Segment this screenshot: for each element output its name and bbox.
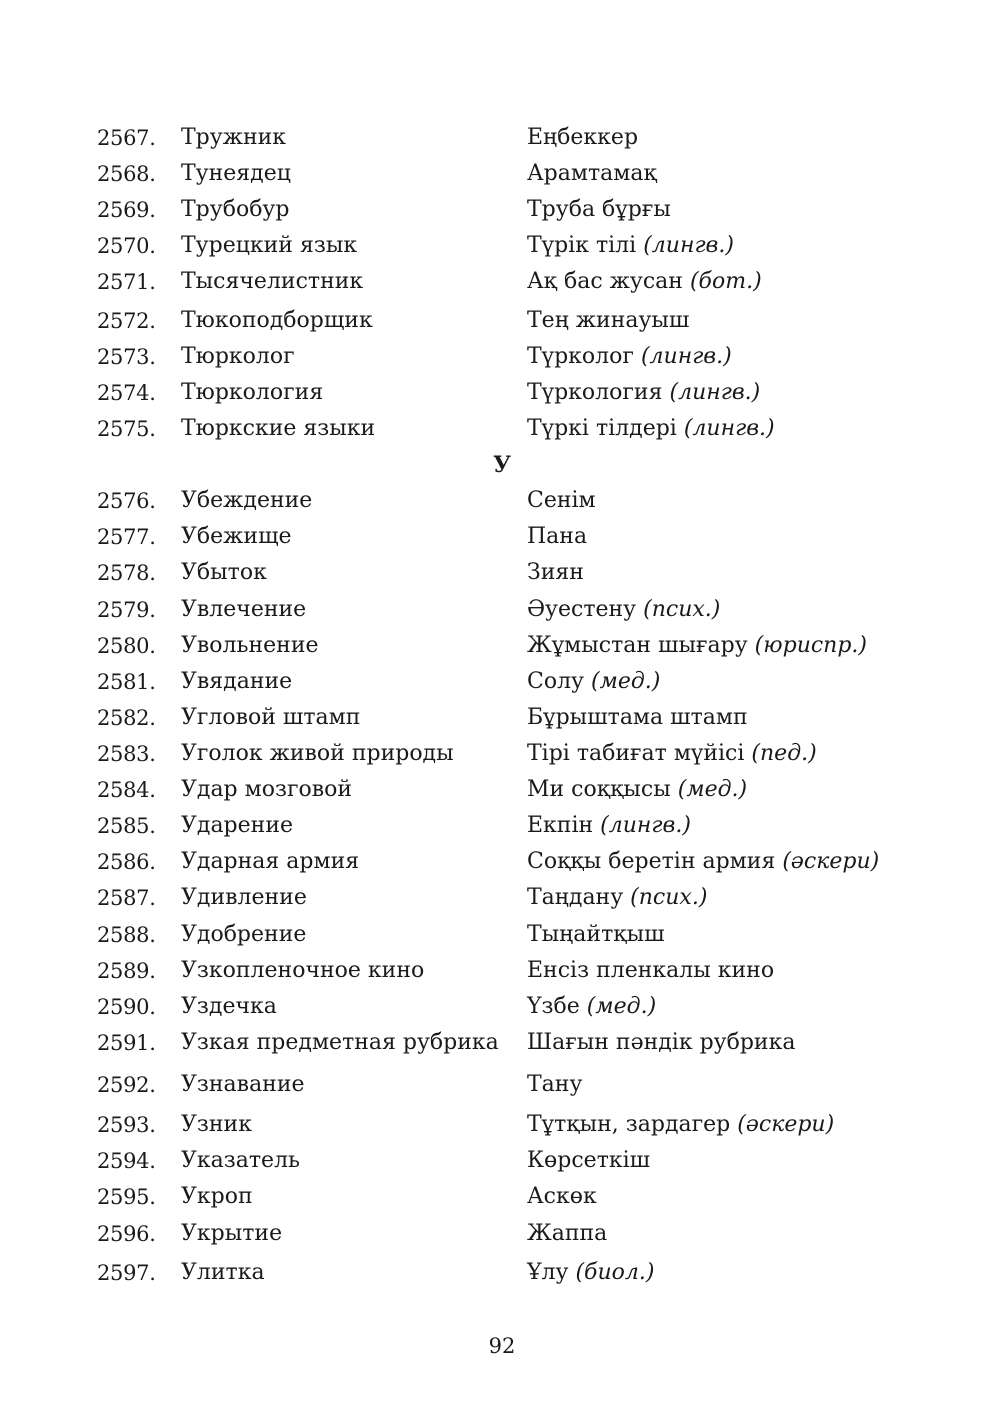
- entry-row: [0, 1070, 1004, 1100]
- entry-number: 2579.: [97, 598, 156, 622]
- entry-row: [0, 595, 1004, 625]
- kazakh-term: Жаппа: [527, 1221, 608, 1246]
- entry-russian: Удивление: [181, 885, 307, 910]
- kazakh-term: Тыңайтқыш: [527, 922, 665, 947]
- entry-row: [0, 811, 1004, 841]
- entry-row: [0, 1110, 1004, 1140]
- entry-russian: Тюрколог: [181, 344, 295, 369]
- entry-number: 2583.: [97, 742, 156, 766]
- kazakh-term: Ұлу: [527, 1260, 569, 1285]
- entry-row: [0, 956, 1004, 986]
- field-abbreviation: (пед.): [751, 741, 817, 766]
- entry-kazakh: [527, 739, 817, 769]
- entry-kazakh: [527, 1146, 650, 1176]
- entry-kazakh: [527, 1110, 834, 1140]
- entry-number: 2580.: [97, 634, 156, 658]
- entry-number: 2584.: [97, 778, 156, 802]
- entry-row: [0, 703, 1004, 733]
- entry-number: 2568.: [97, 162, 156, 186]
- field-abbreviation: (бот.): [689, 269, 762, 294]
- entry-russian: Турецкий язык: [181, 233, 358, 258]
- entry-number: 2582.: [97, 706, 156, 730]
- entry-kazakh: [527, 1219, 607, 1249]
- entry-kazakh: [527, 956, 774, 986]
- entry-row: [0, 195, 1004, 225]
- entry-russian: Угловой штамп: [181, 705, 361, 730]
- entry-kazakh: [527, 306, 689, 336]
- kazakh-term: Әуестену: [527, 597, 637, 622]
- entry-russian: Тюркские языки: [181, 416, 376, 441]
- entry-number: 2570.: [97, 234, 156, 258]
- entry-russian: Узник: [181, 1112, 252, 1137]
- entry-kazakh: [527, 595, 720, 625]
- kazakh-term: Үзбе: [527, 994, 580, 1019]
- entry-row: [0, 267, 1004, 297]
- field-abbreviation: (мед.): [677, 777, 748, 802]
- entry-kazakh: [527, 667, 660, 697]
- entry-kazakh: [527, 847, 879, 877]
- entry-number: 2595.: [97, 1185, 156, 1209]
- entry-kazakh: [527, 703, 748, 733]
- entry-row: [0, 558, 1004, 588]
- kazakh-term: Солу: [527, 669, 584, 694]
- entry-russian: Удар мозговой: [181, 777, 353, 802]
- entry-kazakh: [527, 522, 587, 552]
- page-number: 92: [488, 1334, 516, 1358]
- entry-russian: Уголок живой природы: [181, 741, 454, 766]
- field-abbreviation: (мед.): [591, 669, 661, 694]
- entry-row: [0, 159, 1004, 189]
- entry-number: 2575.: [97, 417, 156, 441]
- entry-russian: Тунеядец: [181, 161, 291, 186]
- entry-russian: Увлечение: [181, 597, 307, 622]
- entry-kazakh: [527, 123, 638, 153]
- entry-russian: Тюркология: [181, 380, 324, 405]
- entry-russian: Увольнение: [181, 633, 319, 658]
- entry-russian: Уздечка: [181, 994, 277, 1019]
- entry-russian: Улитка: [181, 1260, 265, 1285]
- entry-number: 2586.: [97, 850, 156, 874]
- entry-number: 2585.: [97, 814, 156, 838]
- entry-number: 2569.: [97, 198, 156, 222]
- entry-number: 2588.: [97, 923, 156, 947]
- entry-russian: Тружник: [181, 125, 287, 150]
- entry-number: 2589.: [97, 959, 156, 983]
- kazakh-term: Сенім: [527, 488, 596, 513]
- entry-russian: Увядание: [181, 669, 293, 694]
- entry-row: [0, 1182, 1004, 1212]
- field-abbreviation: (әскери): [737, 1112, 835, 1137]
- entry-kazakh: [527, 486, 596, 516]
- kazakh-term: Ақ бас жусан: [527, 269, 683, 294]
- kazakh-term: Көрсеткіш: [527, 1148, 651, 1173]
- field-abbreviation: (лингв.): [669, 380, 761, 405]
- entry-row: [0, 378, 1004, 408]
- entry-row: [0, 522, 1004, 552]
- section-heading: У: [493, 452, 511, 478]
- entry-number: 2592.: [97, 1073, 156, 1097]
- field-abbreviation: (юриспр.): [754, 633, 868, 658]
- entry-number: 2591.: [97, 1031, 156, 1055]
- entry-row: [0, 631, 1004, 661]
- entry-row: [0, 739, 1004, 769]
- kazakh-term: Пана: [527, 524, 588, 549]
- entry-kazakh: [527, 883, 707, 913]
- entry-number: 2578.: [97, 561, 156, 585]
- entry-kazakh: [527, 1182, 597, 1212]
- entry-number: 2572.: [97, 309, 156, 333]
- entry-russian: Узкая предметная рубрика: [181, 1030, 499, 1055]
- entry-kazakh: [527, 378, 760, 408]
- entry-russian: Трубобур: [181, 197, 290, 222]
- kazakh-term: Түркология: [527, 380, 663, 405]
- entry-kazakh: [527, 920, 665, 950]
- entry-russian: Убеждение: [181, 488, 313, 513]
- kazakh-term: Аскөк: [527, 1184, 597, 1209]
- entry-kazakh: [527, 342, 732, 372]
- field-abbreviation: (лингв.): [683, 416, 775, 441]
- entry-kazakh: [527, 231, 734, 261]
- entry-row: [0, 1219, 1004, 1249]
- entry-row: [0, 883, 1004, 913]
- entry-row: [0, 231, 1004, 261]
- kazakh-term: Еңбеккер: [527, 125, 639, 150]
- entry-row: [0, 306, 1004, 336]
- entry-kazakh: [527, 414, 775, 444]
- entry-russian: Тысячелистник: [181, 269, 364, 294]
- field-abbreviation: (биол.): [575, 1260, 655, 1285]
- entry-russian: Узнавание: [181, 1072, 305, 1097]
- entry-number: 2571.: [97, 270, 156, 294]
- entry-number: 2567.: [97, 126, 156, 150]
- entry-row: [0, 1028, 1004, 1058]
- kazakh-term: Тірі табиғат мүйісі: [527, 741, 745, 766]
- entry-kazakh: [527, 1070, 582, 1100]
- entry-russian: Удобрение: [181, 922, 307, 947]
- entry-russian: Тюкоподборщик: [181, 308, 373, 333]
- kazakh-term: Труба бұрғы: [527, 197, 671, 222]
- entry-number: 2596.: [97, 1222, 156, 1246]
- kazakh-term: Тең жинауыш: [527, 308, 690, 333]
- entry-row: [0, 123, 1004, 153]
- entry-russian: Узкопленочное кино: [181, 958, 425, 983]
- entry-number: 2581.: [97, 670, 156, 694]
- field-abbreviation: (лингв.): [640, 344, 732, 369]
- entry-row: [0, 342, 1004, 372]
- entry-kazakh: [527, 775, 747, 805]
- entry-russian: Указатель: [181, 1148, 301, 1173]
- entry-kazakh: [527, 992, 656, 1022]
- kazakh-term: Екпін: [527, 813, 594, 838]
- entry-number: 2573.: [97, 345, 156, 369]
- entry-number: 2593.: [97, 1113, 156, 1137]
- entry-russian: Убыток: [181, 560, 267, 585]
- entry-row: [0, 486, 1004, 516]
- entry-row: [0, 992, 1004, 1022]
- field-abbreviation: (псих.): [643, 597, 721, 622]
- entry-row: [0, 414, 1004, 444]
- entry-number: 2590.: [97, 995, 156, 1019]
- kazakh-term: Ми соққысы: [527, 777, 671, 802]
- entry-kazakh: [527, 1258, 654, 1288]
- entry-kazakh: [527, 159, 657, 189]
- entry-number: 2587.: [97, 886, 156, 910]
- entry-kazakh: [527, 811, 691, 841]
- entry-russian: Укроп: [181, 1184, 253, 1209]
- entry-row: [0, 667, 1004, 697]
- entry-kazakh: [527, 631, 867, 661]
- kazakh-term: Түрколог: [527, 344, 634, 369]
- field-abbreviation: (лингв.): [643, 233, 734, 258]
- entry-number: 2597.: [97, 1261, 156, 1285]
- kazakh-term: Түрік тілі: [527, 233, 637, 258]
- entry-kazakh: [527, 267, 762, 297]
- entry-kazakh: [527, 195, 671, 225]
- field-abbreviation: (псих.): [630, 885, 708, 910]
- entry-russian: Убежище: [181, 524, 292, 549]
- entry-russian: Ударная армия: [181, 849, 360, 874]
- kazakh-term: Тұтқын, зардагер: [527, 1112, 731, 1137]
- kazakh-term: Тану: [527, 1072, 583, 1097]
- kazakh-term: Шағын пәндік рубрика: [527, 1030, 796, 1055]
- entry-number: 2594.: [97, 1149, 156, 1173]
- kazakh-term: Жұмыстан шығару: [527, 633, 748, 658]
- entry-number: 2574.: [97, 381, 156, 405]
- entry-number: 2576.: [97, 489, 156, 513]
- entry-number: 2577.: [97, 525, 156, 549]
- entry-row: [0, 1146, 1004, 1176]
- entry-russian: Укрытие: [181, 1221, 283, 1246]
- entry-row: [0, 775, 1004, 805]
- kazakh-term: Зиян: [527, 560, 584, 585]
- entry-kazakh: [527, 558, 584, 588]
- entry-row: [0, 847, 1004, 877]
- kazakh-term: Арамтамақ: [527, 161, 657, 186]
- kazakh-term: Бұрыштама штамп: [527, 705, 748, 730]
- entry-row: [0, 920, 1004, 950]
- field-abbreviation: (мед.): [586, 994, 657, 1019]
- kazakh-term: Енсіз пленкалы кино: [527, 958, 775, 983]
- field-abbreviation: (әскери): [782, 849, 880, 874]
- field-abbreviation: (лингв.): [600, 813, 691, 838]
- kazakh-term: Түркі тілдері: [527, 416, 677, 441]
- kazakh-term: Соққы беретін армия: [527, 849, 776, 874]
- kazakh-term: Таңдану: [527, 885, 624, 910]
- entry-row: [0, 1258, 1004, 1288]
- entry-kazakh: [527, 1028, 795, 1058]
- entry-russian: Ударение: [181, 813, 294, 838]
